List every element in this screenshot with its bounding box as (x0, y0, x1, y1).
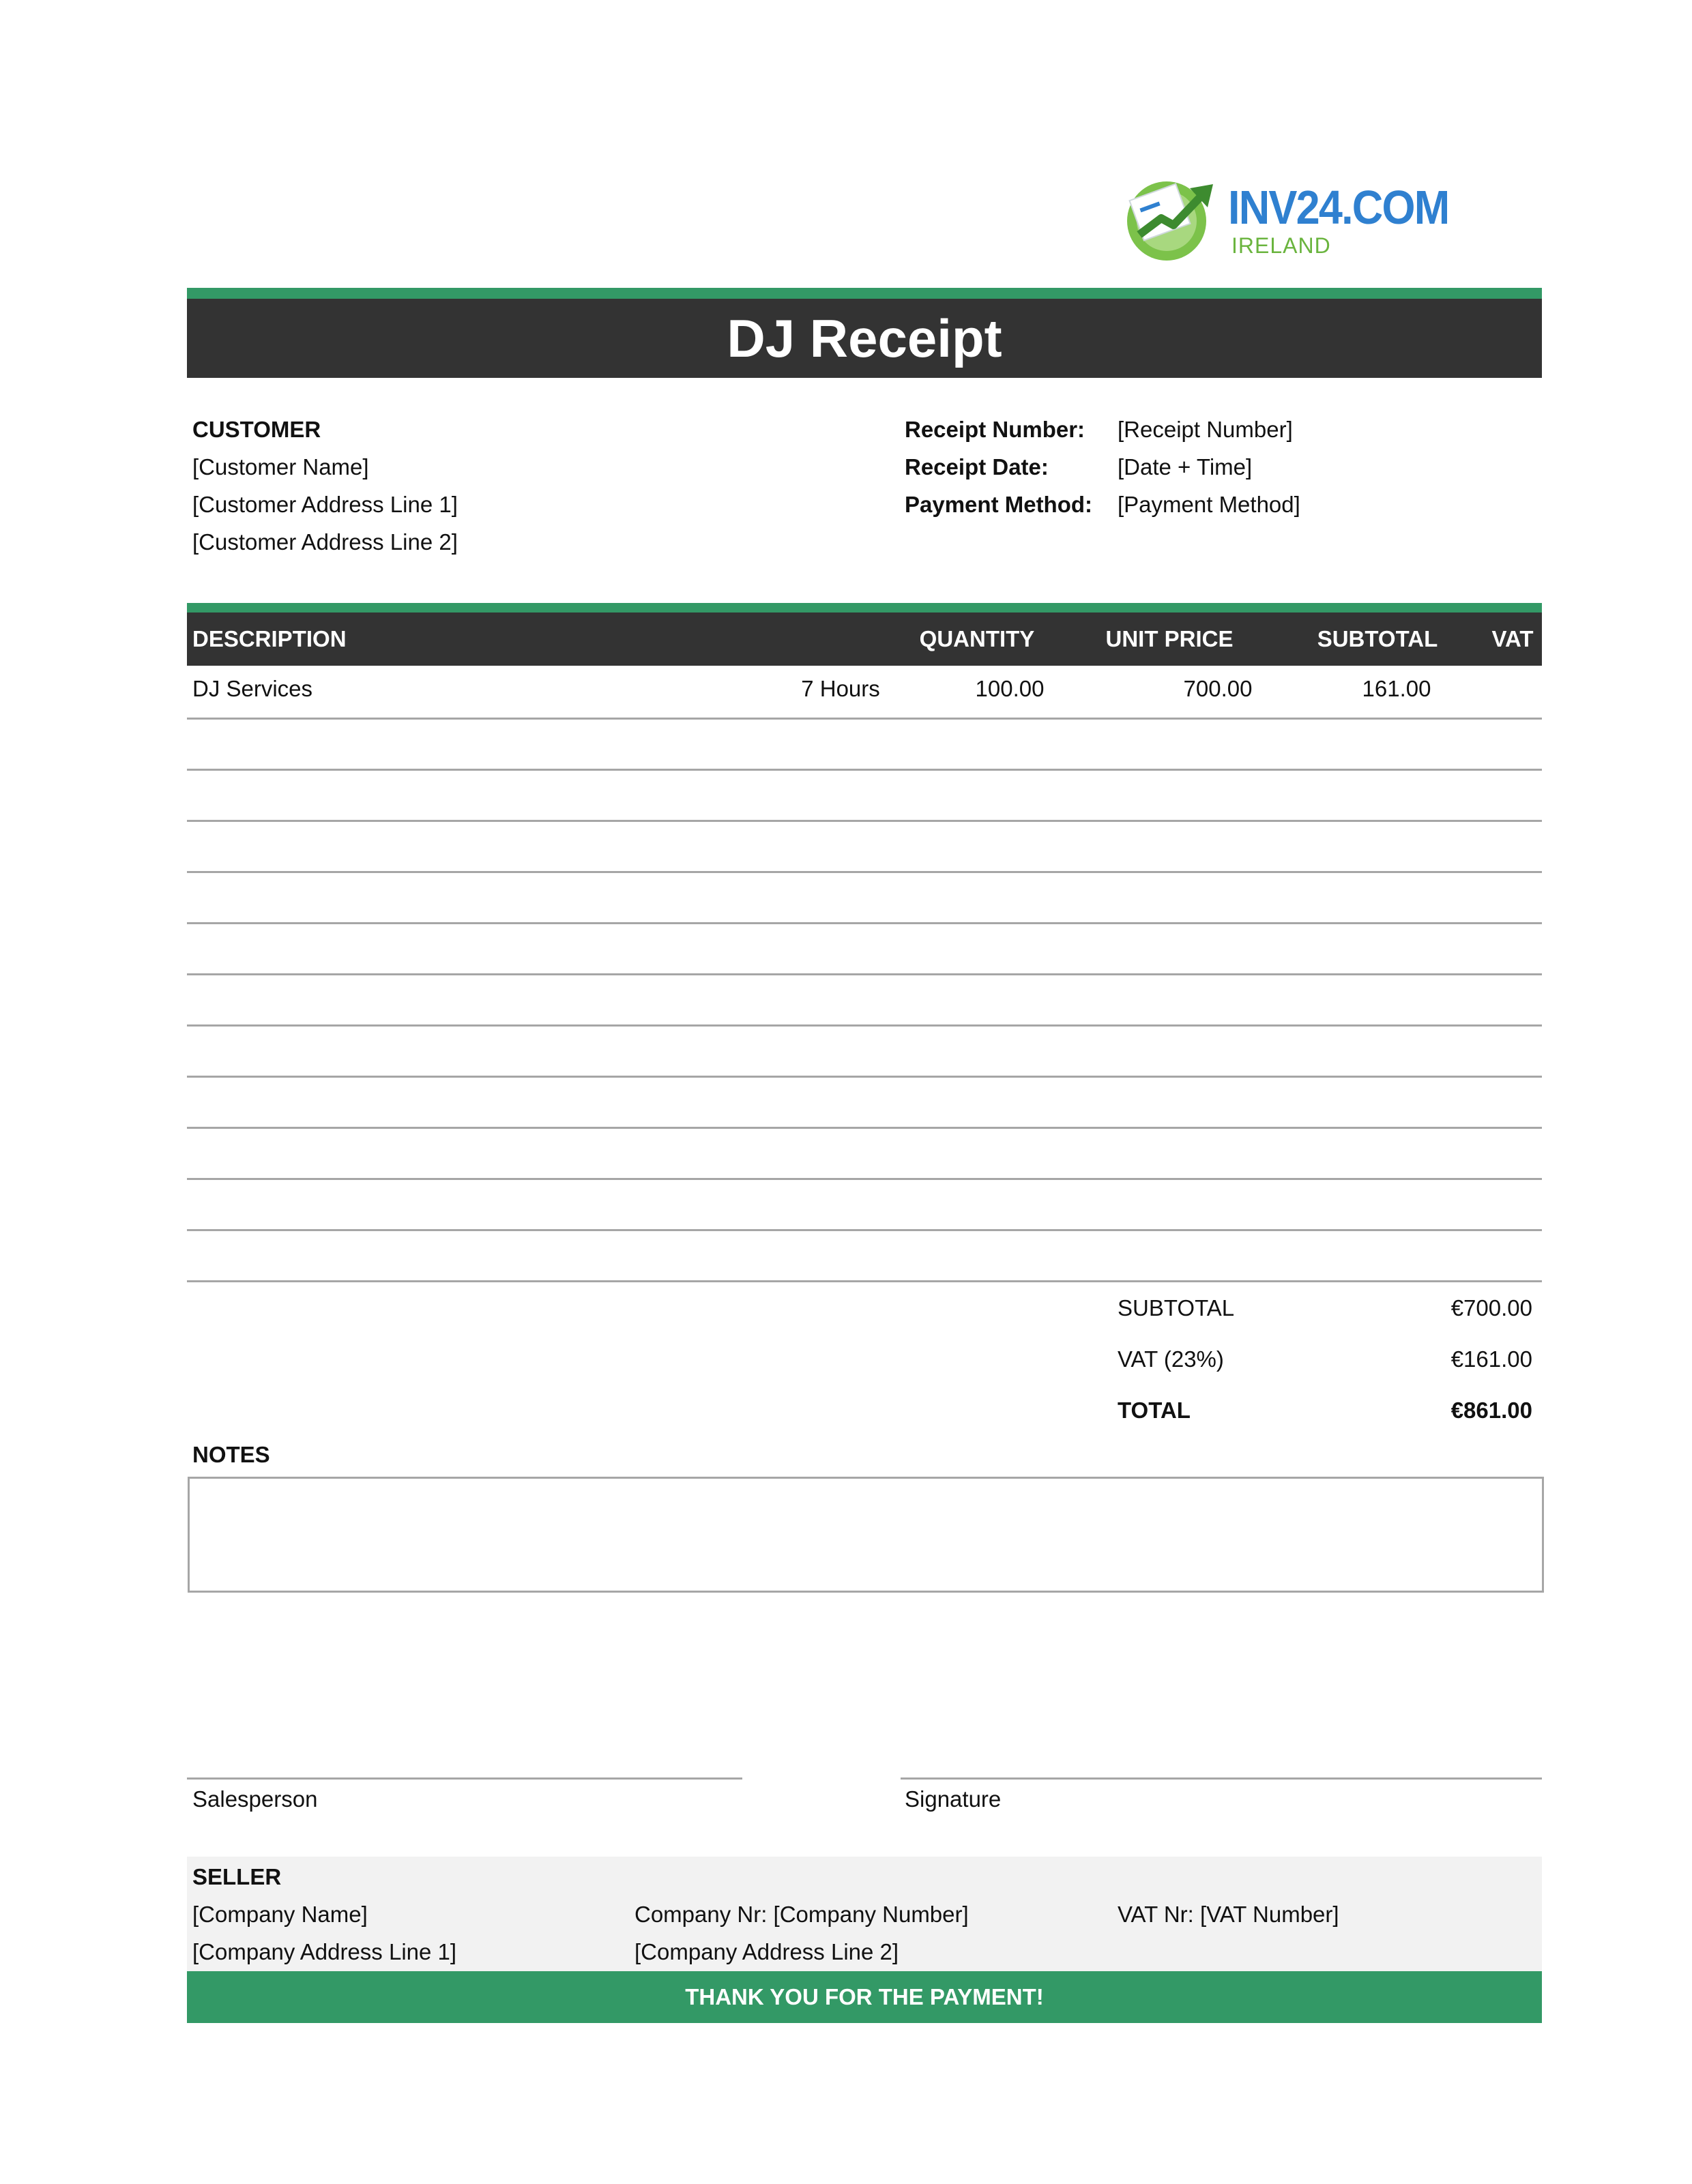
receipt-date-label: Receipt Date: (905, 454, 1049, 479)
row-subtotal: 700.00 (1183, 676, 1253, 701)
row-divider (187, 1280, 1542, 1282)
column-header-unit-price: UNIT PRICE (1105, 626, 1234, 651)
receipt-number-label: Receipt Number: (905, 417, 1085, 442)
payment-method-label: Payment Method: (905, 492, 1093, 517)
notes-label: NOTES (192, 1442, 270, 1467)
row-divider (187, 922, 1542, 924)
logo-subtitle: IRELAND (1231, 233, 1331, 258)
column-header-quantity: QUANTITY (919, 626, 1035, 651)
signature-line (901, 1777, 1542, 1780)
row-divider (187, 1229, 1542, 1231)
payment-method-value: [Payment Method] (1118, 492, 1300, 517)
row-unit-price: 100.00 (975, 676, 1045, 701)
row-divider (187, 1076, 1542, 1078)
row-quantity: 7 Hours (801, 676, 880, 701)
customer-name: [Customer Name] (192, 454, 369, 479)
row-divider (187, 1024, 1542, 1027)
row-divider (187, 718, 1542, 720)
receipt-number-value: [Receipt Number] (1118, 417, 1293, 442)
seller-company-number: Company Nr: [Company Number] (634, 1902, 969, 1927)
thank-you-banner: THANK YOU FOR THE PAYMENT! (187, 1971, 1542, 2023)
seller-address-1: [Company Address Line 1] (192, 1939, 457, 1964)
row-divider (187, 1178, 1542, 1180)
seller-address-2: [Company Address Line 2] (634, 1939, 899, 1964)
column-header-subtotal: SUBTOTAL (1317, 626, 1438, 651)
subtotal-label: SUBTOTAL (1118, 1295, 1235, 1320)
seller-company-name: [Company Name] (192, 1902, 368, 1927)
column-header-vat: VAT (1491, 626, 1534, 651)
salesperson-line (187, 1777, 742, 1780)
customer-address-1: [Customer Address Line 1] (192, 492, 458, 517)
row-vat: 161.00 (1362, 676, 1431, 701)
row-description: DJ Services (192, 676, 313, 701)
vat-value: €161.00 (1450, 1346, 1532, 1372)
page-title: DJ Receipt (187, 299, 1542, 378)
table-header (187, 613, 1542, 666)
signature-label: Signature (905, 1786, 1002, 1812)
column-header-description: DESCRIPTION (192, 626, 347, 651)
customer-address-2: [Customer Address Line 2] (192, 529, 458, 555)
table-accent-bar (187, 603, 1542, 613)
customer-heading: CUSTOMER (192, 417, 321, 442)
salesperson-label: Salesperson (192, 1786, 318, 1812)
total-label: TOTAL (1118, 1398, 1191, 1423)
notes-box (188, 1477, 1544, 1593)
seller-heading: SELLER (192, 1864, 282, 1889)
row-divider (187, 871, 1542, 873)
logo-brand: INV24.COM (1228, 181, 1449, 234)
total-value: €861.00 (1450, 1398, 1532, 1423)
company-logo (1119, 164, 1449, 273)
inv24-logo-icon (1119, 168, 1221, 263)
row-divider (187, 973, 1542, 975)
row-divider (187, 1127, 1542, 1129)
seller-vat-number: VAT Nr: [VAT Number] (1118, 1902, 1339, 1927)
subtotal-value: €700.00 (1450, 1295, 1532, 1320)
row-divider (187, 769, 1542, 771)
row-divider (187, 820, 1542, 822)
receipt-date-value: [Date + Time] (1118, 454, 1253, 479)
vat-label: VAT (23%) (1118, 1346, 1224, 1372)
title-accent-bar (187, 288, 1542, 299)
